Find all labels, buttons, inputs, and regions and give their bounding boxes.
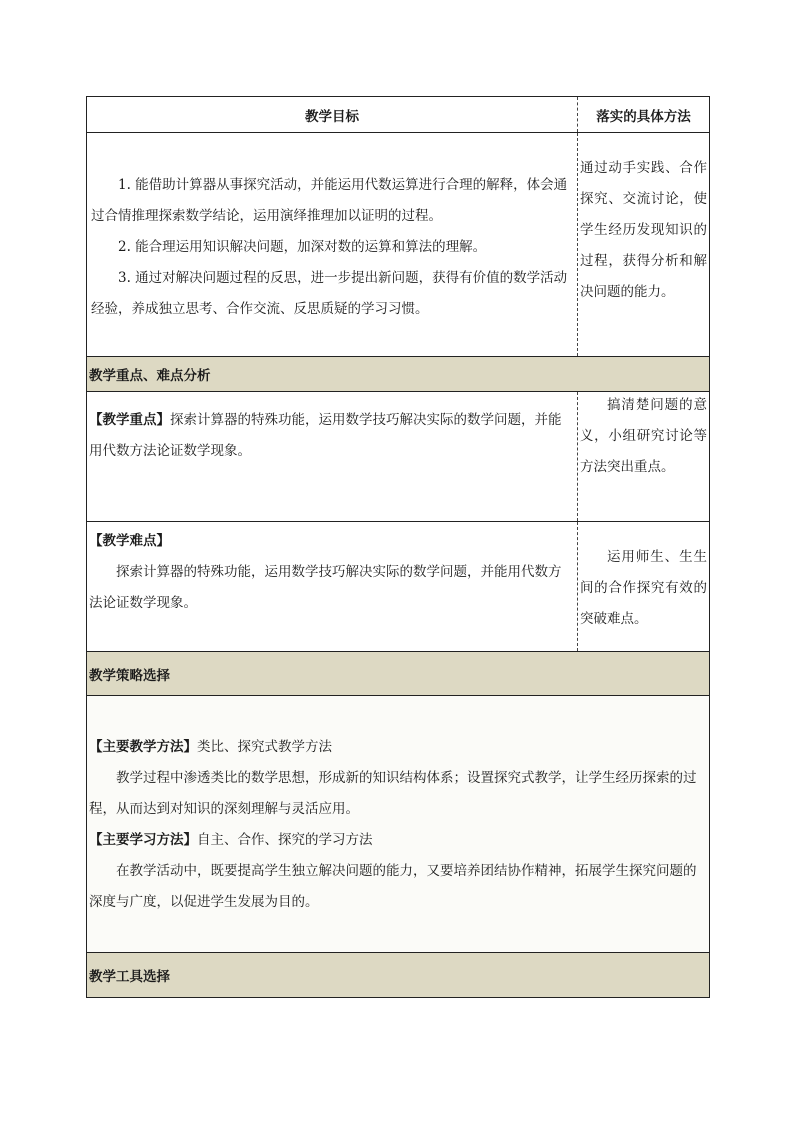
- goals-cell: [87, 133, 577, 356]
- learn-method-line: [89, 825, 707, 856]
- key-section-title: 教学重点、难点分析: [89, 368, 211, 384]
- goal-item-3: 3. 通过对解决问题过程的反思，进一步提出新问题，获得有价值的数学活动经验，养成独立思考、合作交流、反思质疑的学习习惯。: [91, 270, 568, 317]
- key-point-method-cell: [577, 392, 709, 521]
- strategy-section-header: [87, 652, 709, 696]
- difficulty-label: 【教学难点】: [89, 533, 170, 549]
- key-section-header: [87, 357, 709, 392]
- goals-row: [87, 133, 709, 357]
- key-point-label: 【教学重点】: [89, 412, 170, 428]
- methods-header: 落实的具体方法: [596, 108, 691, 125]
- goals-header: 教学目标: [305, 108, 359, 125]
- goal-item-1: 1. 能借助计算器从事探究活动，并能运用代数运算进行合理的解释，体会通过合情推理探索数学结论，运用演绎推理加以证明的过程。: [91, 177, 568, 224]
- goals-method-cell: [577, 133, 709, 356]
- key-point-text: 探索计算器的特殊功能，运用数学技巧解决实际的数学问题，并能用代数方法论证数学现象。: [89, 412, 562, 459]
- difficulty-cell: [87, 522, 577, 651]
- teach-method-label: 【主要教学方法】: [89, 739, 197, 755]
- strategy-content: [89, 732, 707, 918]
- teach-method-desc: 教学过程中渗透类比的数学思想，形成新的知识结构体系；设置探究式教学，让学生经历探索的过程，从而达到对知识的深刻理解与灵活应用。: [89, 770, 697, 817]
- tools-section-title: 教学工具选择: [89, 969, 170, 985]
- key-point-cell: [87, 392, 577, 521]
- methods-header-cell: [577, 97, 709, 132]
- difficulty-text: 探索计算器的特殊功能，运用数学技巧解决实际的数学问题，并能用代数方法论证数学现象。: [89, 564, 562, 611]
- key-point-method: 搞清楚问题的意义，小组研究讨论等方法突出重点。: [580, 397, 707, 475]
- header-row: [87, 97, 709, 133]
- learn-method-label: 【主要学习方法】: [89, 832, 197, 848]
- learn-method-desc: 在教学活动中，既要提高学生独立解决问题的能力，又要培养团结协作精神，拓展学生探究问题的深度与广度，以促进学生发展为目的。: [89, 863, 697, 910]
- key-point-row: [87, 392, 709, 522]
- goals-method-text: 通过动手实践、合作探究、交流讨论，使学生经历发现知识的过程，获得分析和解决问题的能力。: [580, 160, 707, 300]
- lesson-plan-table: [86, 96, 710, 998]
- difficulty-row: [87, 522, 709, 652]
- teach-method-line: [89, 732, 707, 763]
- goals-header-cell: [87, 97, 577, 132]
- key-point-paragraph: [89, 405, 573, 467]
- teach-method-value: 类比、探究式教学方法: [197, 739, 332, 755]
- difficulty-method: 运用师生、生生间的合作探究有效的突破难点。: [580, 549, 707, 627]
- strategy-row: [87, 696, 709, 953]
- goal-item-2: 2. 能合理运用知识解决问题，加深对数的运算和算法的理解。: [118, 239, 487, 255]
- tools-section-header: [87, 953, 709, 998]
- difficulty-method-cell: [577, 522, 709, 651]
- strategy-section-title: 教学策略选择: [89, 667, 170, 684]
- learn-method-value: 自主、合作、探究的学习方法: [197, 832, 373, 848]
